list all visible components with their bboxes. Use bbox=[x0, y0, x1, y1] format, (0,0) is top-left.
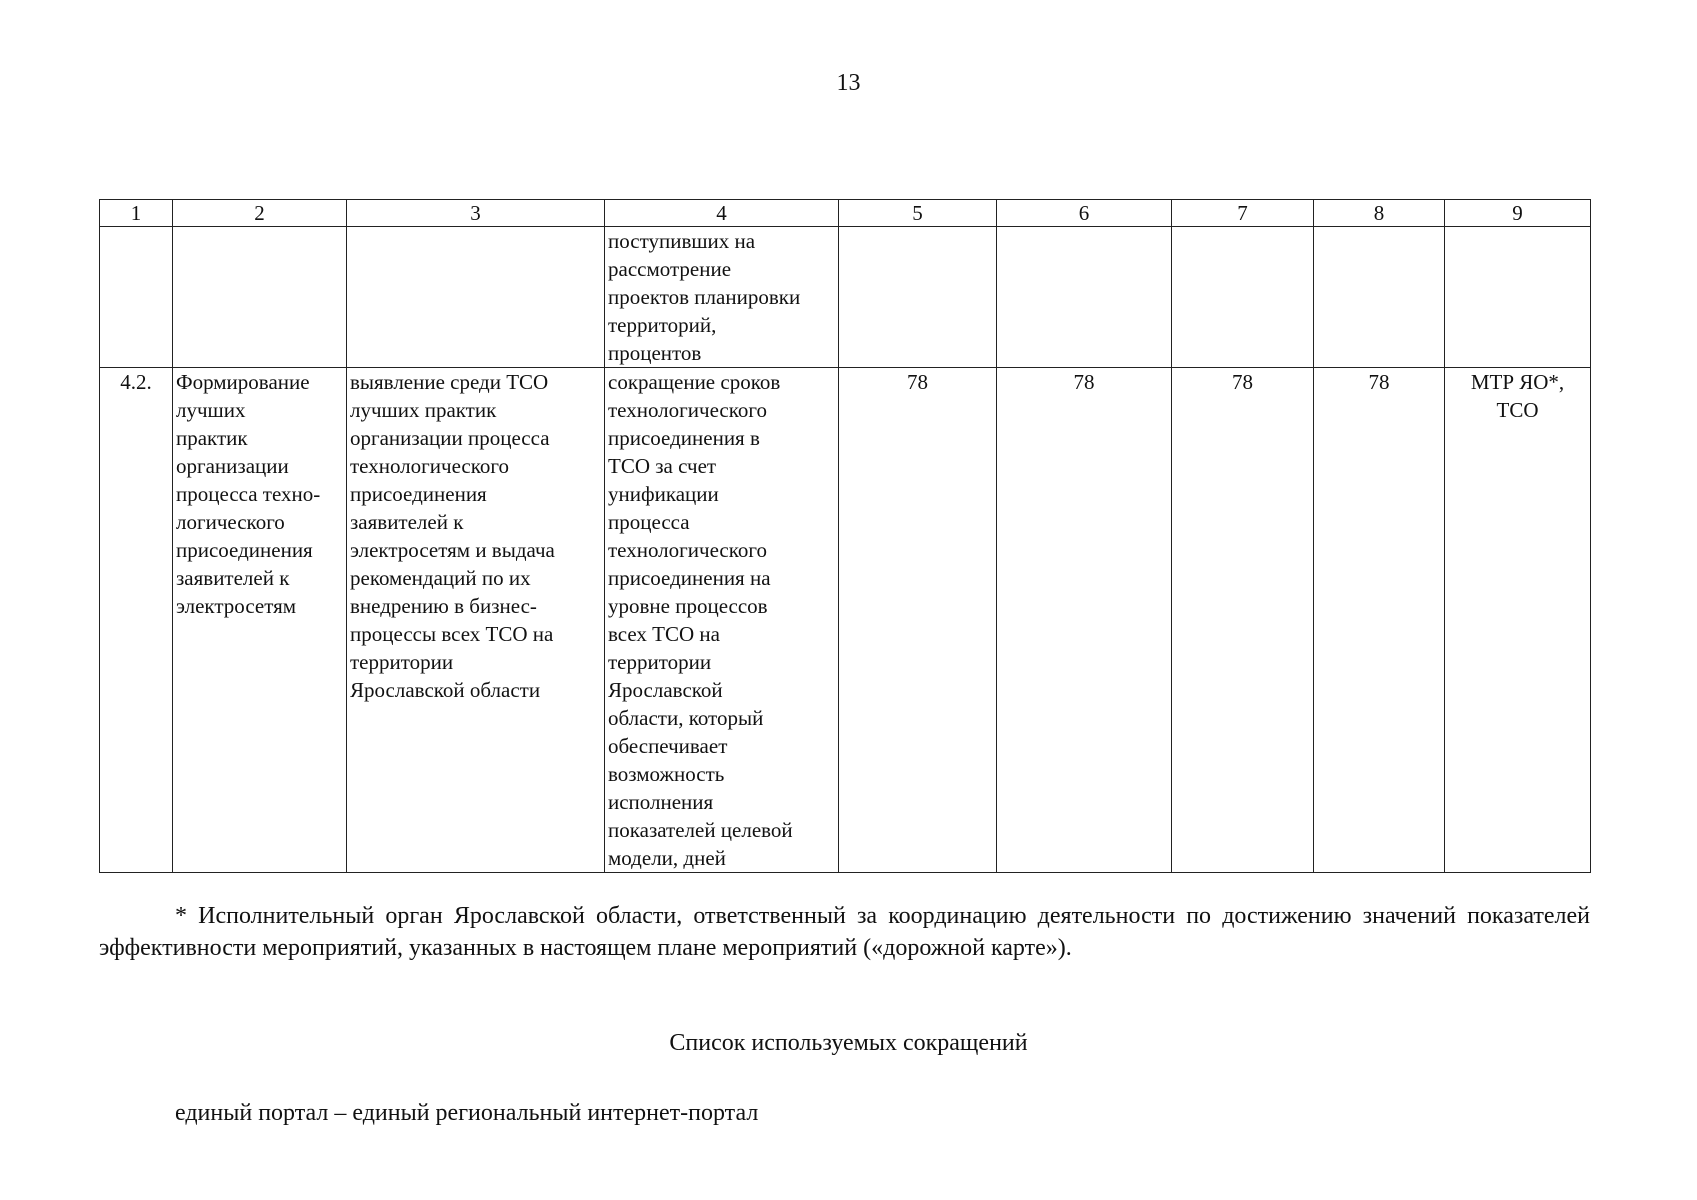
cell-value-col5: 78 bbox=[839, 368, 997, 873]
abbreviations-title: Список используемых сокращений bbox=[669, 1030, 1028, 1056]
cell-line: электросетям и выдача bbox=[350, 538, 555, 562]
cell-line: заявителей к bbox=[176, 566, 290, 590]
cell-line: лучших bbox=[176, 398, 246, 422]
cell-line: всех ТСО на bbox=[608, 622, 720, 646]
cell-line: Формирование bbox=[176, 370, 310, 394]
header-cell: 6 bbox=[997, 200, 1172, 227]
table-header-row bbox=[100, 200, 1591, 227]
header-cell: 9 bbox=[1445, 200, 1591, 227]
cell-empty bbox=[997, 227, 1172, 368]
header-cell: 1 bbox=[100, 200, 173, 227]
page-number: 13 bbox=[836, 70, 861, 96]
cell-description bbox=[347, 368, 605, 873]
cell-line: процентов bbox=[608, 341, 702, 365]
cell-line: процессы всех ТСО на bbox=[350, 622, 554, 646]
cell-line: присоединения на bbox=[608, 566, 771, 590]
cell-line: присоединения bbox=[350, 482, 487, 506]
cell-line: МТР ЯО*, bbox=[1470, 370, 1565, 394]
cell-line: ТСО bbox=[1496, 398, 1539, 422]
cell-line: процесса bbox=[608, 510, 690, 534]
cell-empty bbox=[1445, 227, 1591, 368]
cell-line: ТСО за счет bbox=[608, 454, 717, 478]
header-cell: 8 bbox=[1314, 200, 1445, 227]
cell-indicator bbox=[605, 227, 839, 368]
cell-line: лучших практик bbox=[350, 398, 497, 422]
cell-line: внедрению в бизнес- bbox=[350, 594, 537, 618]
cell-responsible bbox=[1445, 368, 1591, 873]
cell-line: показателей целевой bbox=[608, 818, 793, 842]
cell-value-col6: 78 bbox=[997, 368, 1172, 873]
cell-line: практик bbox=[176, 426, 248, 450]
cell-value-col7: 78 bbox=[1172, 368, 1314, 873]
cell-empty bbox=[839, 227, 997, 368]
cell-line: исполнения bbox=[608, 790, 714, 814]
cell-line: технологического bbox=[350, 454, 509, 478]
cell-line: технологического bbox=[608, 538, 767, 562]
cell-line: территории bbox=[350, 650, 454, 674]
cell-line: рекомендаций по их bbox=[350, 566, 531, 590]
cell-line: территорий, bbox=[608, 313, 717, 337]
cell-line: территории bbox=[608, 650, 712, 674]
header-cell: 7 bbox=[1172, 200, 1314, 227]
cell-line: возможность bbox=[608, 762, 725, 786]
cell-line: логического bbox=[176, 510, 285, 534]
cell-empty bbox=[1172, 227, 1314, 368]
cell-line: технологического bbox=[608, 398, 767, 422]
cell-line: электросетям bbox=[176, 594, 297, 618]
cell-line: Ярославской bbox=[608, 678, 723, 702]
cell-line: присоединения в bbox=[608, 426, 760, 450]
cell-line: рассмотрение bbox=[608, 257, 732, 281]
cell-empty bbox=[1314, 227, 1445, 368]
cell-line: организации процесса bbox=[350, 426, 550, 450]
cell-line: сокращение сроков bbox=[608, 370, 781, 394]
header-cell: 4 bbox=[605, 200, 839, 227]
cell-line: унификации bbox=[608, 482, 719, 506]
cell-line: Ярославской области bbox=[350, 678, 541, 702]
cell-line: области, который bbox=[608, 706, 764, 730]
cell-number: 4.2. bbox=[100, 368, 173, 873]
cell-line: организации bbox=[176, 454, 289, 478]
header-cell: 3 bbox=[347, 200, 605, 227]
cell-line: присоединения bbox=[176, 538, 313, 562]
cell-line: поступивших на bbox=[608, 229, 756, 253]
cell-empty bbox=[347, 227, 605, 368]
cell-line: уровне процессов bbox=[608, 594, 768, 618]
cell-value-col8: 78 bbox=[1314, 368, 1445, 873]
plan-table bbox=[99, 199, 1591, 873]
cell-empty bbox=[100, 227, 173, 368]
cell-indicator bbox=[605, 368, 839, 873]
cell-line: процесса техно- bbox=[176, 482, 321, 506]
header-cell: 5 bbox=[839, 200, 997, 227]
cell-line: заявителей к bbox=[350, 510, 464, 534]
cell-line: выявление среди ТСО bbox=[350, 370, 549, 394]
cell-measure-name bbox=[173, 368, 347, 873]
table-row-continuation bbox=[100, 227, 1591, 368]
header-cell: 2 bbox=[173, 200, 347, 227]
footnote: * Исполнительный орган Ярославской области, ответственный за координацию деятельности по достижению значений показателей эффективности мероприятий, указанных в настоящем плане мероприятий («дорожной карте»). bbox=[99, 903, 1590, 961]
table-row-4-2 bbox=[100, 368, 1591, 873]
cell-empty bbox=[173, 227, 347, 368]
cell-line: обеспечивает bbox=[608, 734, 728, 758]
cell-line: модели, дней bbox=[608, 846, 726, 870]
cell-line: проектов планировки bbox=[608, 285, 801, 309]
abbreviation-item: единый портал – единый региональный интернет-портал bbox=[175, 1100, 759, 1126]
